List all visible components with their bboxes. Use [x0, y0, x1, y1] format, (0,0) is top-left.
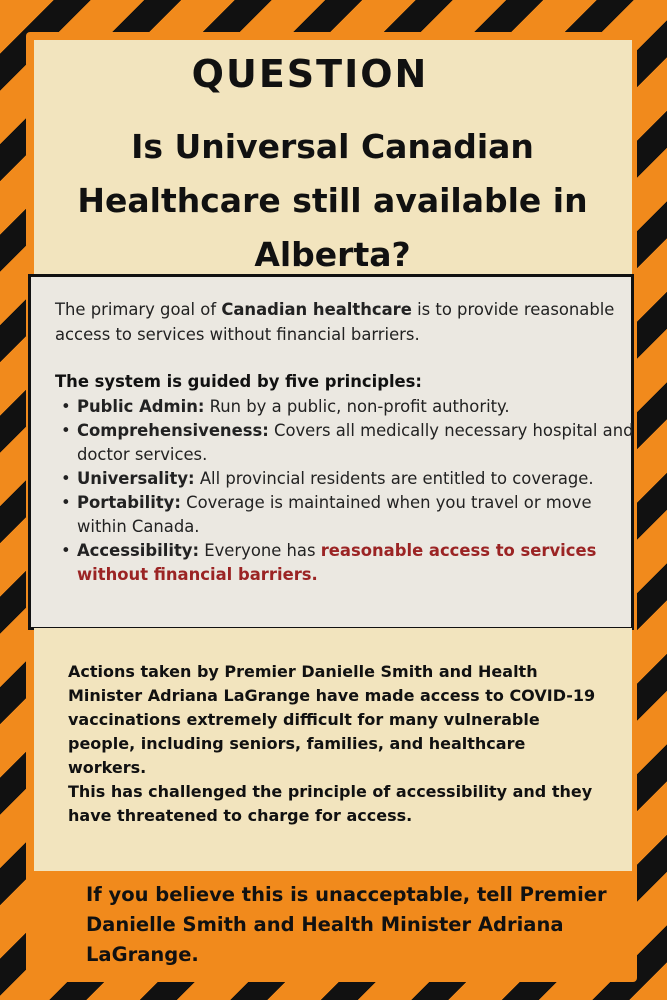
principle-highlight: reasonable access to services without financial barriers.: [77, 541, 597, 584]
principle-item: [57, 395, 637, 419]
intro-text: [55, 297, 615, 347]
intro-pre: The primary goal of: [55, 300, 222, 319]
principle-item: [57, 419, 637, 467]
intro-post: is to provide reasonable access to services without financial barriers.: [55, 300, 615, 344]
principles-heading: The system is guided by five principles:: [55, 372, 422, 391]
principle-term: Universality:: [77, 469, 195, 488]
principles-list: [57, 395, 637, 587]
bullet-icon: •: [61, 493, 71, 512]
actions-paragraph-1: Actions taken by Premier Danielle Smith and Health Minister Adriana LaGrange have made access to COVID-19 vaccinations extremely difficult for many vulnerable people, including seniors, families, and healthcare workers.: [68, 662, 596, 777]
bullet-icon: •: [61, 541, 71, 560]
principles-box: [28, 274, 634, 630]
bullet-icon: •: [61, 421, 71, 440]
bullet-icon: •: [61, 469, 71, 488]
principle-text: Coverage is maintained when you travel or move within Canada.: [77, 493, 592, 536]
principle-text: Everyone has: [199, 541, 321, 560]
principle-text: All provincial residents are entitled to coverage.: [194, 469, 594, 488]
principle-item: [57, 539, 637, 587]
actions-text: [68, 660, 608, 828]
principle-text: Covers all medically necessary hospital and doctor services.: [77, 421, 634, 464]
principle-item: [57, 467, 637, 491]
actions-paragraph-2: This has challenged the principle of accessibility and they have threatened to charge for access.: [68, 782, 593, 825]
principle-term: Accessibility:: [77, 541, 200, 560]
intro-bold: Canadian healthcare: [221, 300, 412, 319]
principle-term: Public Admin:: [77, 397, 205, 416]
call-to-action: If you believe this is unacceptable, tell Premier Danielle Smith and Health Minister Adriana LaGrange.: [86, 883, 607, 966]
principle-item: [57, 491, 637, 539]
principle-term: Comprehensiveness:: [77, 421, 269, 440]
question-text: Is Universal Canadian Healthcare still available in Alberta?: [77, 127, 588, 274]
principle-term: Portability:: [77, 493, 181, 512]
bullet-icon: •: [61, 397, 71, 416]
question-label: QUESTION: [191, 52, 429, 96]
principle-text: Run by a public, non-profit authority.: [204, 397, 510, 416]
